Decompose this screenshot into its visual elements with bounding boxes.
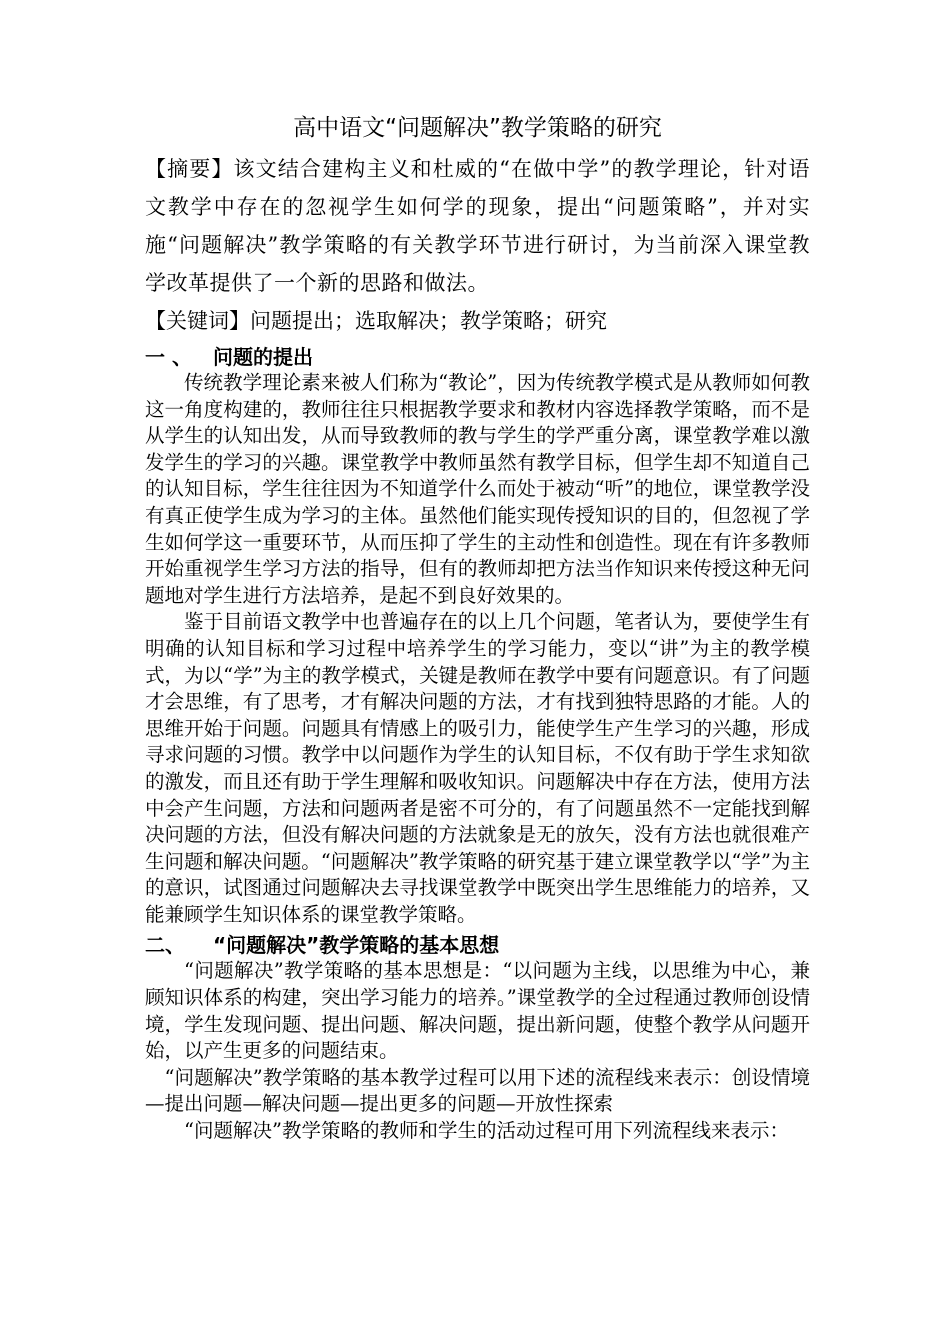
section-2-paragraph-1: “问题解决”教学策略的基本思想是：“以问题为主线，以思维为中心，兼顾知识体系的构建，突出学习能力的培养。”课堂教学的全过程通过教师创设情境，学生发现问题、提出问题、解决问题，提出新问题，使整个教学从问题开始，以产生更多的问题结束。 — [145, 959, 810, 1063]
abstract: 【摘要】该文结合建构主义和杜威的“在做中学”的教学理论，针对语文教学中存在的忽视学生如何学的现象，提出“问题策略”，并对实施“问题解决”教学策略的有关教学环节进行研讨，为当前深入课堂教学改革提供了一个新的思路和做法。 — [145, 157, 810, 295]
section-1-title: 问题的提出 — [213, 345, 313, 369]
keywords: 【关键词】问题提出；选取解决；教学策略；研究 — [145, 309, 607, 333]
section-2-number: 二、 — [145, 933, 185, 958]
section-1-number: 一 、 — [145, 345, 192, 369]
document-page — [145, 108, 810, 1145]
section-2-title: “问题解决”教学策略的基本思想 — [213, 933, 500, 958]
section-2-heading — [145, 932, 810, 958]
section-1-paragraph-1: 传统教学理论素来被人们称为“教论”，因为传统教学模式是从教师如何教这一角度构建的，教师往往只根据教学要求和教材内容选择教学策略，而不是从学生的认知出发，从而导致教师的教与学生的学严重分离，课堂教学难以激发学生的学习的兴趣。课堂教学中教师虽然有教学目标，但学生却不知道自己的认知目标，学生往往因为不知道学什么而处于被动“听”的地位，课堂教学没有真正使学生成为学习的主体。虽然他们能实现传授知识的目的，但忽视了学生如何学这一重要环节，从而压抑了学生的主动性和创造性。现在有许多教师开始重视学生学习方法的指导，但有的教师却把方法当作知识来传授这种无问题地对学生进行方法培养，是起不到良好效果的。 — [145, 371, 810, 607]
section-2-paragraph-2: “问题解决”教学策略的基本教学过程可以用下述的流程线来表示：创设情境—提出问题—解决问题—提出更多的问题—开放性探索 — [145, 1065, 810, 1116]
section-2-paragraph-3: “问题解决”教学策略的教师和学生的活动过程可用下列流程线来表示： — [184, 1119, 789, 1143]
section-1-heading — [145, 344, 810, 370]
document-title: 高中语文“问题解决”教学策略的研究 — [293, 115, 662, 141]
section-1-paragraph-2: 鉴于目前语文教学中也普遍存在的以上几个问题，笔者认为，要使学生有明确的认知目标和学习过程中培养学生的学习能力，变以“讲”为主的教学模式，为以“学”为主的教学模式，关键是教师在教学中要有问题意识。有了问题才会思维，有了思考，才有解决问题的方法，才有找到独特思路的才能。人的思维开始于问题。问题具有情感上的吸引力，能使学生产生学习的兴趣，形成寻求问题的习惯。教学中以问题作为学生的认知目标，不仅有助于学生求知欲的激发，而且还有助于学生理解和吸收知识。问题解决中存在方法，使用方法中会产生问题，方法和问题两者是密不可分的，有了问题虽然不一定能找到解决问题的方法，但没有解决问题的方法就象是无的放矢，没有方法也就很难产生问题和解决问题。“问题解决”教学策略的研究基于建立课堂教学以“学”为主的意识，试图通过问题解决去寻找课堂教学中既突出学生思维能力的培养，又能兼顾学生知识体系的课堂教学策略。 — [145, 610, 810, 926]
